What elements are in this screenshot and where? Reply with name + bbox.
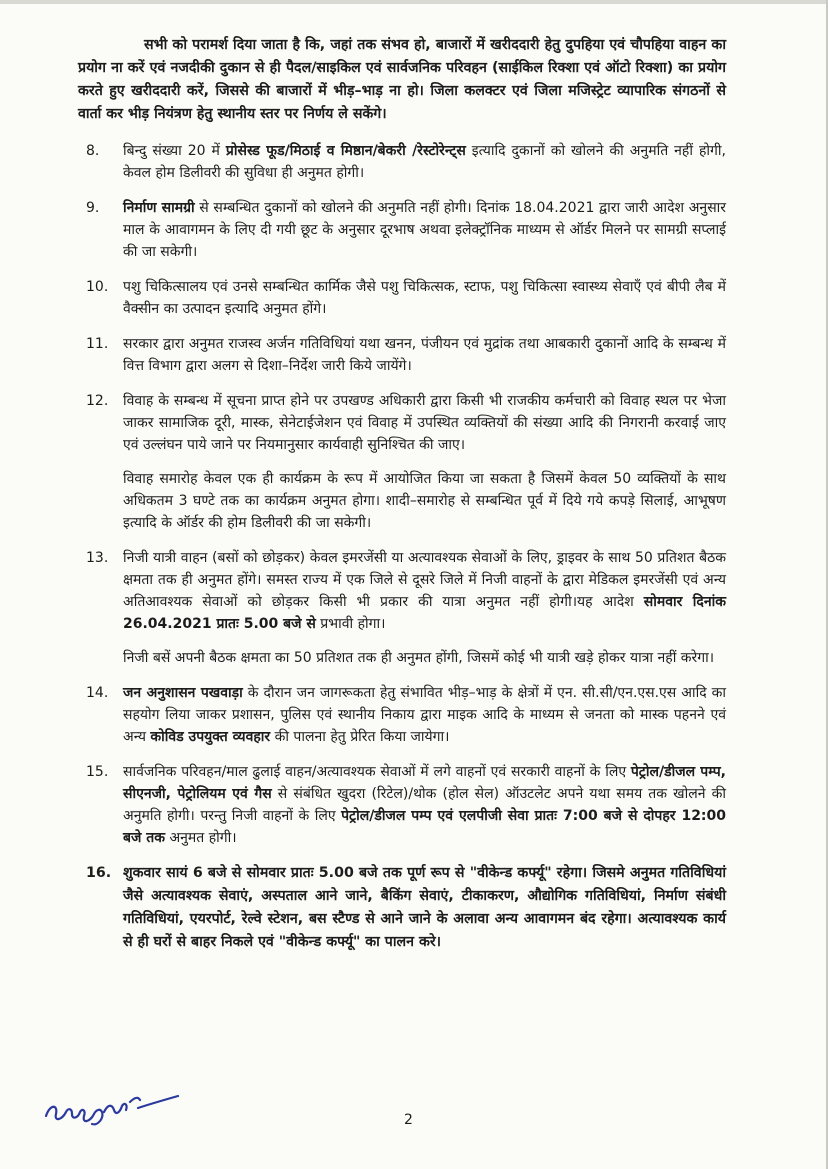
item-13 [78, 547, 726, 669]
item-number: 11. [86, 336, 109, 352]
item-number: 10. [86, 279, 109, 295]
text-part: की पालना हेतु प्रेरित किया जायेगा। [270, 729, 450, 745]
item-14 [78, 682, 726, 748]
item-8 [78, 140, 726, 184]
item-number: 16. [86, 865, 112, 881]
item-text: विवाह के सम्बन्ध में सूचना प्राप्त होने पर उपखण्ड अधिकारी द्वारा किसी भी राजकीय कर्मचारी को विवाह स्थल पर भेजा जाकर सामाजिक दूरी, मास्क, सेनेटाईजेशन एवं विवाह में उपस्थित व्यक्तियों की संख्या आदि की निगरानी करवाई जाए एवं उल्लंघन पाये जाने पर नियमानुसार कार्यवाही सुनिश्चित की जाए। [123, 393, 726, 453]
item-11 [78, 333, 726, 377]
item-text [123, 547, 726, 635]
text-part: अनुमत होगी। [165, 830, 237, 846]
bold-text: निर्माण सामग्री [123, 200, 195, 216]
item-number: 9. [86, 200, 100, 216]
item-12 [78, 390, 726, 534]
page-number: 2 [404, 1112, 413, 1128]
text-part: सार्वजनिक परिवहन/माल ढुलाई वाहन/अत्यावश्यक सेवाओं में लगे वाहनों एवं सरकारी वाहनों के लिए [123, 764, 631, 780]
item-number: 8. [86, 143, 100, 159]
item-15 [78, 761, 726, 849]
item-text [123, 682, 726, 748]
text-part: से सम्बन्धित दुकानों को खोलने की अनुमति नहीं होगी। दिनांक 18.04.2021 द्वारा जारी आदेश अनुसार माल के आवागमन के लिए दी गयी छूट के अनुसार दूरभाष अथवा इलेक्ट्रॉनिक माध्यम से ऑर्डर मिलने पर सामग्री सप्लाई की जा सकेगी। [123, 200, 727, 260]
text-part: बिन्दु संख्या 20 में [123, 143, 226, 159]
item-number: 13. [86, 550, 109, 566]
text-part: प्रभावी होगा। [315, 616, 386, 632]
item-number: 12. [86, 393, 109, 409]
text-part: से संबंधित खुदरा (रिटेल)/थोक (होल सेल) ऑउटलेट अपने यथा समय तक खोलने की अनुमति होगी। परन्तु निजी वाहनों के लिए [123, 786, 726, 824]
handwritten-signature [42, 1082, 182, 1132]
bold-text: पेट्रोल/डीजल पम्प, सीएनजी, पेट्रोलियम एवं गैस [123, 764, 726, 802]
document-body [78, 34, 726, 967]
text-part: के दौरान जन जागरूकता हेतु संभावित भीड़–भाड़ के क्षेत्रों में एन. सी.सी/एन.एस.एस आदि का सहयोग लिया जाकर प्रशासन, पुलिस एवं स्थानीय निकाय द्वारा माइक आदि के माध्यम से जनता को मास्क पहनने एवं अन्य [123, 685, 726, 745]
bold-text: जन अनुशासन पखवाड़ा [123, 685, 243, 701]
text-part: इत्यादि दुकानों को खोलने की अनुमति नहीं होगी, केवल होम डिलीवरी की सुविधा ही अनुमत होगी। [123, 143, 726, 181]
bold-text: कोविड उपयुक्त व्यवहार [150, 729, 271, 745]
item-continuation: विवाह समारोह केवल एक ही कार्यक्रम के रूप में आयोजित किया जा सकता है जिसमें केवल 50 व्यक्तियों के साथ अधिकतम 3 घण्टे तक का कार्यक्रम अनुमत होगा। शादी–समारोह से सम्बन्धित पूर्व में दिये गये कपड़े सिलाई, आभूषण इत्यादि के ऑर्डर की होम डिलीवरी की जा सकेगी। [123, 471, 726, 531]
item-text [123, 197, 726, 263]
item-text: सरकार द्वारा अनुमत राजस्व अर्जन गतिविधियां यथा खनन, पंजीयन एवं मुद्रांक तथा आबकारी दुकानों आदि के सम्बन्ध में वित्त विभाग द्वारा अलग से दिशा–निर्देश जारी किये जायेंगे। [123, 336, 726, 374]
intro-paragraph: सभी को परामर्श दिया जाता है कि, जहां तक संभव हो, बाजारों में खरीददारी हेतु दुपहिया एवं चौपहिया वाहन का प्रयोग ना करें एवं नजदीकी दुकान से ही पैदल/साइकिल एवं सार्वजनिक परिवहन (साईकिल रिक्शा एवं ऑटो रिक्शा) का प्रयोग करते हुए खरीददारी करें, जिससे की बाजारों में भीड़–भाड़ ना हो। जिला कलक्टर एवं जिला मजिस्ट्रेट व्यापारिक संगठनों से वार्ता कर भीड़ नियंत्रण हेतु स्थानीय स्तर पर निर्णय ले सकेंगे। [78, 37, 726, 122]
bold-text: प्रोसेस्ड फूड/मिठाई व मिष्ठान/बेकरी /रेस्टोरेन्ट्स [225, 143, 466, 159]
item-text [123, 761, 726, 849]
top-edge [0, 0, 828, 4]
item-text [123, 140, 726, 184]
bold-text: पेट्रोल/डीजल पम्प एवं एलपीजी सेवा प्रातः 7:00 बजे से दोपहर 12:00 बजे तक [123, 808, 727, 846]
item-number: 15. [86, 764, 109, 780]
item-number: 14. [86, 685, 109, 701]
text-part: निजी यात्री वाहन (बसों को छोड़कर) केवल इमरजेंसी या अत्यावश्यक सेवाओं के लिए, ड्राइवर के साथ 50 प्रतिशत बैठक क्षमता तक ही अनुमत होंगे। समस्त राज्य में एक जिले से दूसरे जिले में निजी वाहनों के द्वारा मेडिकल इमरजेंसी एवं अन्य अतिआवश्यक सेवाओं को छोड़कर किसी भी प्रकार की यात्रा अनुमत नहीं होगी।यह आदेश [123, 550, 726, 610]
bold-text: सोमवार दिनांक 26.04.2021 प्रातः 5.00 बजे से [123, 594, 726, 632]
item-9 [78, 197, 726, 263]
item-10 [78, 276, 726, 320]
item-text: शुकवार सायं 6 बजे से सोमवार प्रातः 5.00 बजे तक पूर्ण रूप से "वीकेन्ड कर्फ्यू" रहेगा। जिसमे अनुमत गतिविधियां जैसे अत्यावश्यक सेवाएं, अस्पताल आने जाने, बैकिंग सेवाएं, टीकाकरण, औद्योगिक गतिविधियां, निर्माण संबंधी गतिविधियां, एयरपोर्ट, रेल्वे स्टेशन, बस स्टैण्ड से आने जाने के अलावा अन्य आवागमन बंद रहेगा। अत्यावश्यक कार्य से ही घरों से बाहर निकले एवं "वीकेन्ड कर्फ्यू" का पालन करे। [123, 865, 726, 950]
item-text: पशु चिकित्सालय एवं उनसे सम्बन्धित कार्मिक जैसे पशु चिकित्सक, स्टाफ, पशु चिकित्सा स्वास्थ्य सेवाएँ एवं बीपी लैब में वैक्सीन का उत्पादन इत्यादि अनुमत होंगे। [123, 279, 726, 317]
item-continuation: निजी बसें अपनी बैठक क्षमता का 50 प्रतिशत तक ही अनुमत होंगी, जिसमें कोई भी यात्री खड़े होकर यात्रा नहीं करेगा। [123, 650, 715, 666]
item-16 [78, 862, 726, 954]
